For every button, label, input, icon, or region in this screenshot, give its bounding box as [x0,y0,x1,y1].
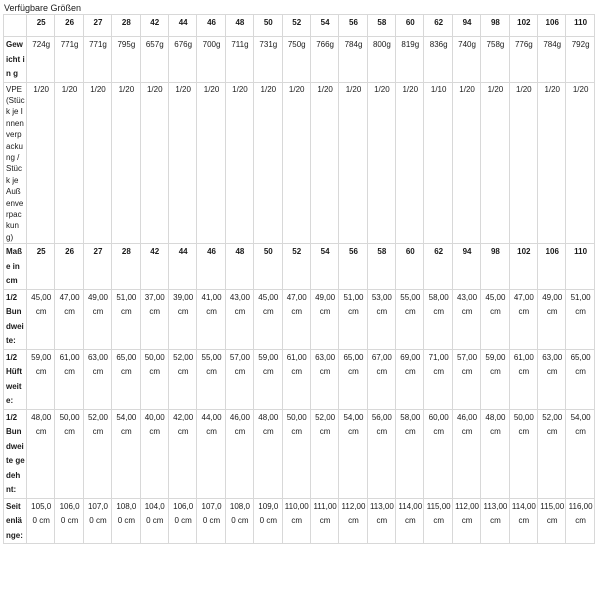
value-cell: 1/20 [282,82,310,244]
value-cell: 52,00 cm [310,409,338,498]
value-cell: 1/20 [339,82,367,244]
size-header-cell: 46 [197,15,225,37]
value-cell: 657g [140,37,168,83]
value-cell: 65,00 cm [339,349,367,409]
value-cell: 792g [566,37,594,83]
value-cell: 37,00 cm [140,289,168,349]
value-cell: 1/20 [197,82,225,244]
value-cell: 1/20 [140,82,168,244]
value-cell: 724g [27,37,55,83]
size-header-cell: 106 [538,244,566,290]
size-header-cell: 26 [55,15,83,37]
size-header-cell: 28 [112,15,140,37]
corner-cell [4,15,27,37]
value-cell: 43,00 cm [225,289,253,349]
value-cell: 59,00 cm [481,349,509,409]
value-cell: 47,00 cm [55,289,83,349]
value-cell: 758g [481,37,509,83]
value-cell: 110,00 cm [282,498,310,544]
value-cell: 52,00 cm [83,409,111,498]
value-cell: 61,00 cm [55,349,83,409]
value-cell: 61,00 cm [282,349,310,409]
value-cell: 54,00 cm [112,409,140,498]
value-cell: 49,00 cm [310,289,338,349]
value-cell: 1/20 [55,82,83,244]
value-cell: 51,00 cm [339,289,367,349]
value-cell: 45,00 cm [254,289,282,349]
value-cell: 750g [282,37,310,83]
size-header-cell: 50 [254,15,282,37]
value-cell: 113,00 cm [481,498,509,544]
size-header-cell: 98 [481,244,509,290]
value-cell: 50,00 cm [140,349,168,409]
size-header-cell: 106 [538,15,566,37]
size-header-cell: 28 [112,244,140,290]
value-cell: 1/20 [367,82,395,244]
size-header-cell: 62 [424,244,452,290]
value-cell: 1/20 [396,82,424,244]
value-cell: 45,00 cm [481,289,509,349]
value-cell: 53,00 cm [367,289,395,349]
size-header-cell: 102 [509,244,537,290]
value-cell: 65,00 cm [112,349,140,409]
value-cell: 784g [339,37,367,83]
value-cell: 49,00 cm [538,289,566,349]
size-header-cell: 26 [55,244,83,290]
value-cell: 1/20 [225,82,253,244]
value-cell: 1/20 [27,82,55,244]
table-row [4,244,595,290]
value-cell: 1/20 [112,82,140,244]
table-caption: Verfügbare Größen [4,3,82,13]
value-cell: 115,00 cm [424,498,452,544]
size-header-cell: 48 [225,244,253,290]
value-cell: 43,00 cm [452,289,480,349]
size-header-cell: 58 [367,15,395,37]
value-cell: 40,00 cm [140,409,168,498]
row-label: 1/2 Bundweite gedehnt: [4,409,27,498]
value-cell: 51,00 cm [112,289,140,349]
size-header-cell: 52 [282,15,310,37]
value-cell: 107,00 cm [197,498,225,544]
value-cell: 41,00 cm [197,289,225,349]
table-row [4,409,595,498]
size-header-cell: 102 [509,15,537,37]
table-row [4,289,595,349]
size-header-cell: 50 [254,244,282,290]
value-cell: 771g [83,37,111,83]
value-cell: 106,00 cm [168,498,196,544]
value-cell: 59,00 cm [254,349,282,409]
value-cell: 55,00 cm [396,289,424,349]
value-cell: 1/20 [538,82,566,244]
size-header-cell: 27 [83,15,111,37]
size-header-cell: 42 [140,15,168,37]
value-cell: 63,00 cm [310,349,338,409]
size-header-cell: 98 [481,15,509,37]
size-header-cell: 52 [282,244,310,290]
size-header-cell: 56 [339,244,367,290]
size-header-cell: 44 [168,15,196,37]
value-cell: 42,00 cm [168,409,196,498]
value-cell: 44,00 cm [197,409,225,498]
value-cell: 1/20 [168,82,196,244]
value-cell: 56,00 cm [367,409,395,498]
size-header-cell: 27 [83,244,111,290]
value-cell: 50,00 cm [509,409,537,498]
value-cell: 50,00 cm [55,409,83,498]
value-cell: 115,00 cm [538,498,566,544]
value-cell: 105,00 cm [27,498,55,544]
value-cell: 57,00 cm [225,349,253,409]
value-cell: 1/10 [424,82,452,244]
value-cell: 51,00 cm [566,289,594,349]
row-label: 1/2 Hüftweite: [4,349,27,409]
value-cell: 836g [424,37,452,83]
table-row [4,498,595,544]
size-header-row [4,15,595,37]
size-header-cell: 44 [168,244,196,290]
size-header-cell: 54 [310,244,338,290]
value-cell: 111,00 cm [310,498,338,544]
size-header-cell: 62 [424,15,452,37]
row-label: VPE (Stück je Innenverpackung / Stück je Außenverpackung) [4,82,27,244]
value-cell: 1/20 [509,82,537,244]
value-cell: 740g [452,37,480,83]
value-cell: 47,00 cm [282,289,310,349]
value-cell: 104,00 cm [140,498,168,544]
value-cell: 46,00 cm [452,409,480,498]
value-cell: 114,00 cm [509,498,537,544]
value-cell: 55,00 cm [197,349,225,409]
value-cell: 784g [538,37,566,83]
value-cell: 700g [197,37,225,83]
value-cell: 39,00 cm [168,289,196,349]
value-cell: 63,00 cm [83,349,111,409]
value-cell: 65,00 cm [566,349,594,409]
value-cell: 45,00 cm [27,289,55,349]
value-cell: 54,00 cm [339,409,367,498]
size-header-cell: 94 [452,15,480,37]
value-cell: 67,00 cm [367,349,395,409]
value-cell: 112,00 cm [452,498,480,544]
size-header-cell: 110 [566,15,594,37]
value-cell: 48,00 cm [481,409,509,498]
value-cell: 1/20 [254,82,282,244]
size-header-cell: 58 [367,244,395,290]
size-header-cell: 46 [197,244,225,290]
value-cell: 69,00 cm [396,349,424,409]
value-cell: 711g [225,37,253,83]
row-label: 1/2 Bundweite: [4,289,27,349]
row-label: Maße in cm [4,244,27,290]
value-cell: 771g [55,37,83,83]
value-cell: 47,00 cm [509,289,537,349]
value-cell: 113,00 cm [367,498,395,544]
size-header-cell: 25 [27,15,55,37]
value-cell: 1/20 [310,82,338,244]
value-cell: 109,00 cm [254,498,282,544]
size-header-cell: 54 [310,15,338,37]
value-cell: 795g [112,37,140,83]
value-cell: 1/20 [452,82,480,244]
value-cell: 1/20 [566,82,594,244]
value-cell: 58,00 cm [396,409,424,498]
size-table [3,14,595,544]
table-row [4,37,595,83]
value-cell: 116,00 cm [566,498,594,544]
value-cell: 107,00 cm [83,498,111,544]
value-cell: 819g [396,37,424,83]
value-cell: 106,00 cm [55,498,83,544]
value-cell: 54,00 cm [566,409,594,498]
value-cell: 800g [367,37,395,83]
value-cell: 1/20 [481,82,509,244]
size-header-cell: 56 [339,15,367,37]
value-cell: 61,00 cm [509,349,537,409]
value-cell: 59,00 cm [27,349,55,409]
value-cell: 57,00 cm [452,349,480,409]
row-label: Gewicht in g [4,37,27,83]
size-header-cell: 60 [396,244,424,290]
table-row [4,349,595,409]
value-cell: 48,00 cm [254,409,282,498]
value-cell: 766g [310,37,338,83]
value-cell: 60,00 cm [424,409,452,498]
row-label: Seitenlänge: [4,498,27,544]
value-cell: 50,00 cm [282,409,310,498]
value-cell: 114,00 cm [396,498,424,544]
size-header-cell: 42 [140,244,168,290]
value-cell: 49,00 cm [83,289,111,349]
size-header-cell: 60 [396,15,424,37]
value-cell: 731g [254,37,282,83]
size-header-cell: 94 [452,244,480,290]
value-cell: 112,00 cm [339,498,367,544]
value-cell: 63,00 cm [538,349,566,409]
size-header-cell: 48 [225,15,253,37]
value-cell: 1/20 [83,82,111,244]
value-cell: 46,00 cm [225,409,253,498]
value-cell: 108,00 cm [225,498,253,544]
value-cell: 48,00 cm [27,409,55,498]
value-cell: 58,00 cm [424,289,452,349]
value-cell: 71,00 cm [424,349,452,409]
value-cell: 776g [509,37,537,83]
value-cell: 108,00 cm [112,498,140,544]
value-cell: 52,00 cm [538,409,566,498]
size-header-cell: 25 [27,244,55,290]
value-cell: 52,00 cm [168,349,196,409]
value-cell: 676g [168,37,196,83]
table-row [4,82,595,244]
size-header-cell: 110 [566,244,594,290]
